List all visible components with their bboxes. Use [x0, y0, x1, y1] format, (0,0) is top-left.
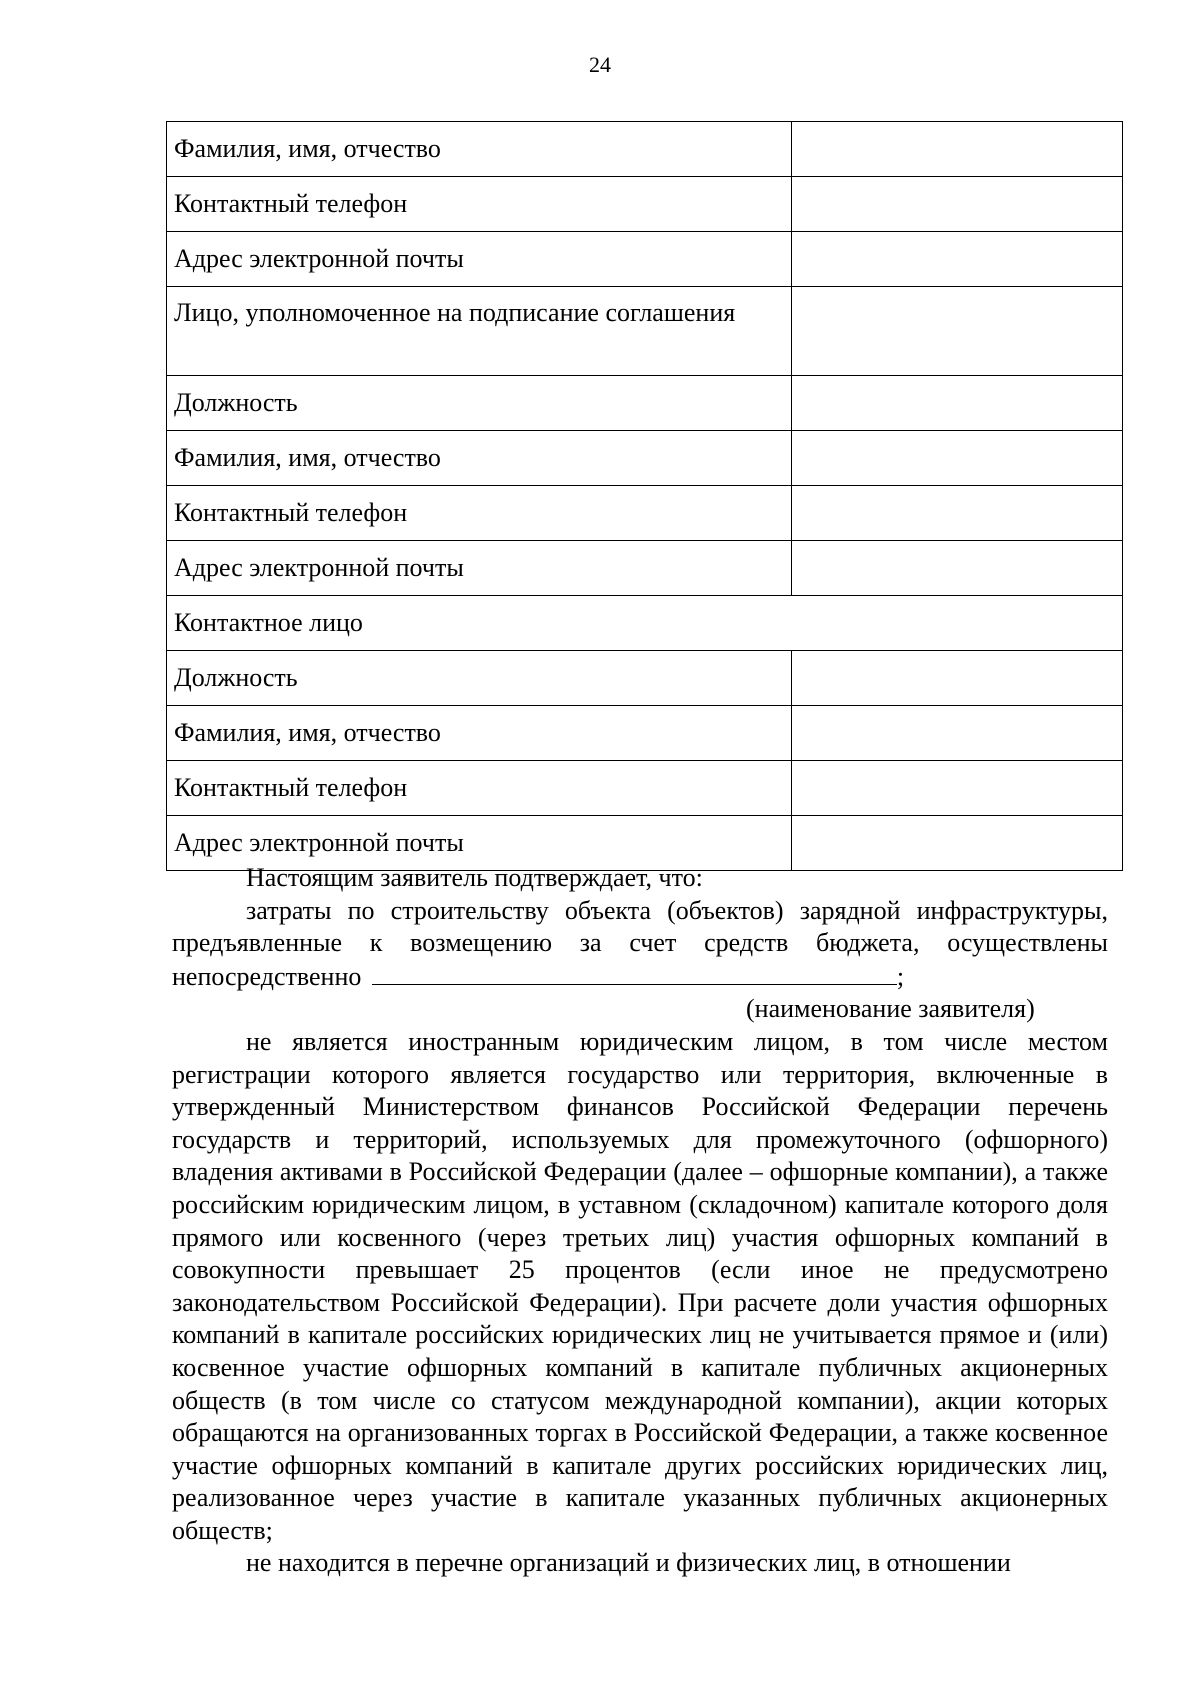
field-value-cell[interactable] [792, 541, 1123, 596]
field-value-cell[interactable] [792, 376, 1123, 431]
table-row [167, 232, 1123, 287]
table-row [167, 177, 1123, 232]
offshore-paragraph: не является иностранным юридическим лицом, в том числе местом регистрации которого является государство или территория, включенные в утвержденный Министерством финансов Российской Федерации перечень государств и территорий, используемых для промежуточного (офшорного) владения активами в Российской Федерации (далее – офшорные компании), а также российским юридическим лицом, в уставном (складочном) капитале которого доля прямого или косвенного (через третьих лиц) участия офшорных компаний в совокупности превышает 25 процентов (если иное не предусмотрено законодательством Российской Федерации). При расчете доли участия офшорных компаний в капитале российских юридических лиц не учитывается прямое и (или) косвенное участие офшорных компаний в капитале публичных акционерных обществ (в том числе со статусом международной компании), акции которых обращаются на организованных торгах в Российской Федерации, а также косвенное участие офшорных компаний в капитале других российских юридических лиц, реализованное через участие в капитале указанных публичных акционерных обществ; [172, 1026, 1108, 1545]
field-label-cell: Адрес электронной почты [167, 232, 792, 287]
table-row [167, 761, 1123, 816]
section-header-cell: Контактное лицо [167, 596, 1123, 651]
costs-end: ; [896, 961, 905, 991]
field-label-cell: Адрес электронной почты [167, 816, 792, 871]
table-row [167, 431, 1123, 486]
field-label-cell: Должность [167, 651, 792, 706]
table-row [167, 541, 1123, 596]
field-label-cell: Должность [167, 376, 792, 431]
table-row [167, 486, 1123, 541]
applicant-name-caption: (наименование заявителя) [746, 994, 1035, 1024]
applicant-name-field[interactable] [372, 960, 897, 985]
field-value-cell[interactable] [792, 232, 1123, 287]
field-label-cell: Адрес электронной почты [167, 541, 792, 596]
costs-paragraph [172, 895, 1108, 994]
field-value-cell[interactable] [792, 431, 1123, 486]
field-label-cell: Фамилия, имя, отчество [167, 706, 792, 761]
field-value-cell[interactable] [792, 486, 1123, 541]
table-row [167, 122, 1123, 177]
field-value-cell[interactable] [792, 651, 1123, 706]
field-label-cell: Фамилия, имя, отчество [167, 431, 792, 486]
field-label-cell: Контактный телефон [167, 761, 792, 816]
field-label-cell: Контактный телефон [167, 486, 792, 541]
field-label-cell: Контактный телефон [167, 177, 792, 232]
declaration-text [172, 862, 1108, 1580]
field-value-cell[interactable] [792, 761, 1123, 816]
field-value-cell[interactable] [792, 177, 1123, 232]
field-value-cell[interactable] [792, 706, 1123, 761]
table-row [167, 596, 1123, 651]
field-value-cell[interactable] [792, 122, 1123, 177]
declaration-intro: Настоящим заявитель подтверждает, что: [246, 863, 703, 892]
contact-details-table [166, 121, 1123, 871]
costs-text: затраты по строительству объекта (объектов) зарядной инфраструктуры, предъявленные к возмещению за счет средств бюджета, осуществлены непосредственно [172, 895, 1108, 991]
table-body [167, 122, 1123, 871]
field-label-cell: Фамилия, имя, отчество [167, 122, 792, 177]
field-label-cell: Лицо, уполномоченное на подписание соглашения [167, 287, 792, 376]
field-value-cell[interactable] [792, 287, 1123, 376]
page-number: 24 [589, 52, 611, 77]
table-row [167, 287, 1123, 376]
sanctions-list-paragraph: не находится в перечне организаций и физических лиц, в отношении [246, 1548, 1011, 1578]
table-row [167, 651, 1123, 706]
table-row [167, 706, 1123, 761]
table-row [167, 376, 1123, 431]
